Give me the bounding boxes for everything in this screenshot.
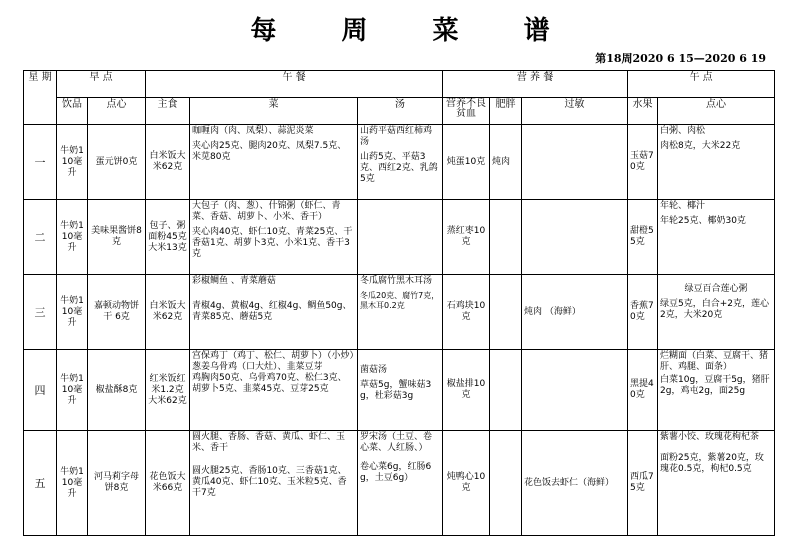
anemia-cell: 炖蛋10克 bbox=[443, 125, 490, 200]
weekday-cell: 四 bbox=[24, 350, 57, 431]
pastry-cell: 河马莉字母饼8克 bbox=[88, 431, 146, 536]
pastry-cell: 椒盐酥8克 bbox=[88, 350, 146, 431]
staple-cell: 红米饭红米1.2克大米62克 bbox=[146, 350, 190, 431]
dish-cell bbox=[190, 431, 358, 536]
dish-name: 彩椒鲷鱼 、青菜蘑菇 bbox=[192, 276, 276, 286]
title-char: 周 bbox=[341, 16, 368, 46]
soup-cell bbox=[358, 125, 443, 200]
drink-cell: 牛奶110毫升 bbox=[57, 431, 88, 536]
weekday-cell: 一 bbox=[24, 125, 57, 200]
anemia-cell: 炖鸭心10克 bbox=[443, 431, 490, 536]
anemia-cell: 石鸡块10克 bbox=[443, 275, 490, 350]
snack-ingredients: 白菜10g，豆腐干5g，猪肝2g，鸡屯2g，面25g bbox=[660, 375, 770, 396]
header-weekday: 星 期 bbox=[24, 71, 57, 125]
drink-cell: 牛奶110毫升 bbox=[57, 275, 88, 350]
staple-cell: 白米饭大米62克 bbox=[146, 275, 190, 350]
header-anemia: 营养不良贫血 bbox=[443, 98, 490, 125]
menu-table bbox=[23, 70, 775, 536]
header-drink: 饮品 bbox=[57, 98, 88, 125]
title-char: 每 bbox=[250, 16, 277, 46]
weekday-cell: 三 bbox=[24, 275, 57, 350]
soup-ingredients: 卷心菜6g，红肠6g，土豆6g） bbox=[360, 462, 432, 483]
snack-cell bbox=[658, 431, 775, 536]
dish-name: 咖喱肉（肉、凤梨）、蒜泥炎菜 bbox=[192, 126, 314, 136]
fruit-cell: 玉菇70克 bbox=[628, 125, 658, 200]
header-nutrition: 营 养 餐 bbox=[443, 71, 628, 98]
allergy-cell bbox=[522, 350, 628, 431]
dish-ingredients: 鸡胸肉50克、乌骨鸡70克、松仁3克、胡萝卜5克、韭菜45克、豆芽25克 bbox=[192, 373, 347, 394]
dish-ingredients: 夹心肉40克、虾仁10克、青菜25克、干香菇1克、胡萝卜3克、小米1克、香干3克 bbox=[192, 227, 353, 259]
snack-name: 紫薯小饺、玫瑰花枸杞茶 bbox=[660, 432, 760, 442]
soup-cell bbox=[358, 350, 443, 431]
snack-name: 烂糊面（白菜、豆腐干、猪肝、鸡腿、面条） bbox=[660, 351, 769, 372]
staple-cell: 包子、粥面粉45克大米13克 bbox=[146, 200, 190, 275]
soup-cell bbox=[358, 431, 443, 536]
dish-cell bbox=[190, 350, 358, 431]
dish-cell bbox=[190, 275, 358, 350]
week-label: 第18周2020 6 15—2020 6 19 bbox=[595, 52, 766, 65]
allergy-cell: 炖肉 （海鲜） bbox=[522, 275, 628, 350]
table-row bbox=[24, 125, 775, 200]
snack-name: 绿豆百合莲心粥 bbox=[684, 284, 748, 294]
snack-cell bbox=[658, 350, 775, 431]
header-dish: 菜 bbox=[190, 98, 358, 125]
snack-cell bbox=[658, 125, 775, 200]
header-snack: 午 点 bbox=[628, 71, 775, 98]
snack-name: 年轮、椰汁 bbox=[660, 201, 706, 211]
snack-ingredients: 面粉25克，紫薯20克，玫瑰花0.5克，枸杞0.5克 bbox=[660, 453, 764, 474]
allergy-cell bbox=[522, 125, 628, 200]
dish-ingredients: 夹心肉25克、腿肉20克、凤梨7.5克、米苋80克 bbox=[192, 141, 347, 162]
snack-ingredients: 绿豆5克，白合+2克，莲心2克，大米20克 bbox=[660, 299, 770, 320]
header-allergy: 过敏 bbox=[522, 98, 628, 125]
header-snack-pastry: 点心 bbox=[658, 98, 775, 125]
header-lunch: 午 餐 bbox=[146, 71, 443, 98]
fruit-cell: 西瓜75克 bbox=[628, 431, 658, 536]
dish-name: 圆火腿、香肠、香菇、黄瓜、虾仁、玉米、香干 bbox=[192, 432, 346, 453]
fruit-cell: 甜橙55克 bbox=[628, 200, 658, 275]
drink-cell: 牛奶110毫升 bbox=[57, 350, 88, 431]
pastry-cell: 美味果酱饼8克 bbox=[88, 200, 146, 275]
dish-name: 宫保鸡丁（鸡丁、松仁、胡萝卜）（小炒）葱姜乌骨鸡（口大灶）、韭菜豆芽 bbox=[192, 351, 355, 372]
snack-cell bbox=[658, 275, 775, 350]
obese-cell: 炖肉 bbox=[490, 125, 522, 200]
dish-cell bbox=[190, 200, 358, 275]
dish-ingredients: 青椒4g、黄椒4g、红椒4g、鲷鱼50g、青菜85克、蘑菇5克 bbox=[192, 301, 352, 322]
header-obese: 肥胖 bbox=[490, 98, 522, 125]
staple-cell: 花色饭大米66克 bbox=[146, 431, 190, 536]
drink-cell: 牛奶110毫升 bbox=[57, 200, 88, 275]
table-row bbox=[24, 275, 775, 350]
table-row bbox=[24, 431, 775, 536]
dish-ingredients: 圆火腿25克、香肠10克、三香菇1克、黄瓜40克、虾仁10克、玉米粒5克、香干7克 bbox=[192, 466, 347, 498]
title-char: 菜 bbox=[432, 16, 459, 46]
header-soup: 汤 bbox=[358, 98, 443, 125]
dish-cell bbox=[190, 125, 358, 200]
soup-cell bbox=[358, 200, 443, 275]
drink-cell: 牛奶110毫升 bbox=[57, 125, 88, 200]
weekday-cell: 五 bbox=[24, 431, 57, 536]
obese-cell bbox=[490, 350, 522, 431]
pastry-cell: 蛋元饼0克 bbox=[88, 125, 146, 200]
dish-name: 大包子（肉、葱）、什锦粥（虾仁、青菜、香菇、胡萝卜、小米、香干） bbox=[192, 201, 341, 222]
soup-ingredients: 山药5克、平菇3克、西红2克、乳鸽5克 bbox=[360, 152, 438, 184]
fruit-cell: 黑提40克 bbox=[628, 350, 658, 431]
table-row bbox=[24, 350, 775, 431]
snack-name: 白粥、肉松 bbox=[660, 126, 706, 136]
header-breakfast: 早 点 bbox=[57, 71, 146, 98]
header-staple: 主食 bbox=[146, 98, 190, 125]
snack-cell bbox=[658, 200, 775, 275]
allergy-cell: 花色饭去虾仁（海鲜） bbox=[522, 431, 628, 536]
soup-ingredients: 冬瓜20克、腐竹7克，黑木耳0.2克 bbox=[360, 291, 440, 310]
anemia-cell: 蒸红枣10克 bbox=[443, 200, 490, 275]
table-row bbox=[24, 200, 775, 275]
soup-ingredients: 草菇5g，蟹味菇3g，杜彩菇3g bbox=[360, 380, 432, 401]
soup-name: 罗宋汤（土豆、卷心菜、人红肠、） bbox=[360, 432, 433, 453]
allergy-cell bbox=[522, 200, 628, 275]
obese-cell bbox=[490, 431, 522, 536]
weekday-cell: 二 bbox=[24, 200, 57, 275]
soup-name: 冬瓜腐竹黑木耳汤 bbox=[360, 276, 433, 286]
page-title bbox=[0, 10, 800, 47]
obese-cell bbox=[490, 275, 522, 350]
obese-cell bbox=[490, 200, 522, 275]
soup-cell bbox=[358, 275, 443, 350]
header-pastry: 点心 bbox=[88, 98, 146, 125]
anemia-cell: 椒盐排10克 bbox=[443, 350, 490, 431]
pastry-cell: 嘉顿动物饼干 6克 bbox=[88, 275, 146, 350]
fruit-cell: 香蕉70克 bbox=[628, 275, 658, 350]
soup-name: 菌菇汤 bbox=[360, 365, 388, 375]
snack-ingredients: 年轮25克、椰奶30克 bbox=[660, 216, 746, 226]
snack-ingredients: 肉松8克，大米22克 bbox=[660, 141, 741, 151]
header-fruit: 水果 bbox=[628, 98, 658, 125]
title-char: 谱 bbox=[523, 16, 550, 46]
soup-name: 山药平菇西红柿鸡汤 bbox=[360, 126, 433, 147]
staple-cell: 白米饭大米62克 bbox=[146, 125, 190, 200]
